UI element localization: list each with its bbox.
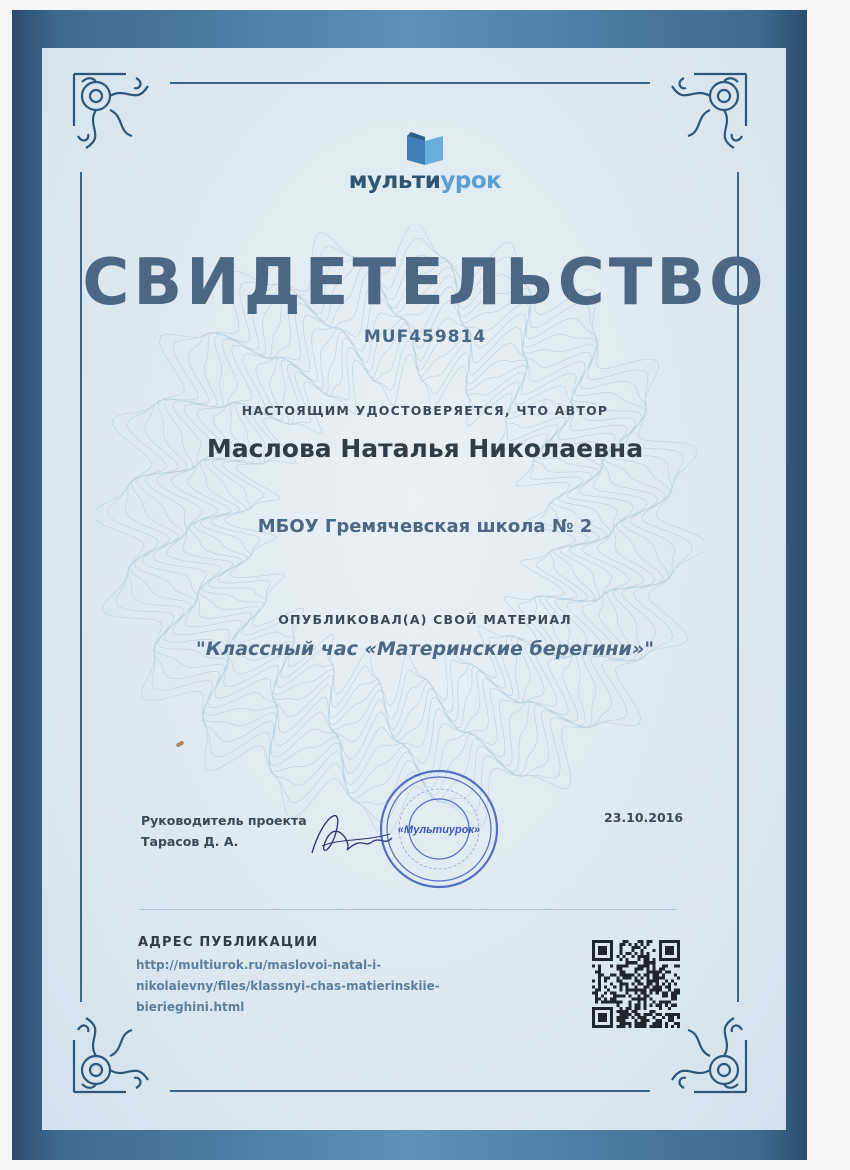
leader-name: Тарасов Д. А. [141,834,239,849]
url-line: bierieghini.html [136,1000,245,1014]
logo-text: мультиурок [348,168,502,194]
corner-ornament-top-right [664,66,754,156]
round-stamp [378,768,500,890]
qr-code [592,940,680,1028]
corner-ornament-bottom-left [66,1010,156,1100]
certify-line: НАСТОЯЩИМ УДОСТОВЕРЯЕТСЯ, ЧТО АВТОР [241,403,609,418]
frame-line-top [170,82,650,84]
frame-line-bottom [170,1090,650,1092]
project-leader [141,810,307,852]
publication-heading: АДРЕС ПУБЛИКАЦИИ [138,935,319,950]
separator-line [140,909,676,910]
certificate-title: СВИДЕТЕЛЬСТВО [82,246,768,320]
material-title: "Классный час «Материнские берегини»" [195,638,655,660]
school-name: МБОУ Гремячевская школа № 2 [257,516,593,537]
url-line: nikolaievny/files/klassnyi-chas-matierinskiie- [136,979,440,993]
author-name: Маслова Наталья Николаевна [206,434,644,463]
book-icon [403,132,447,166]
leader-role: Руководитель проекта [141,813,307,828]
publication-url[interactable] [136,955,466,1018]
multiurok-logo [340,128,510,198]
certificate-date: 23.10.2016 [604,810,684,825]
certificate-code: MUF459814 [363,327,487,347]
stamp-center-text: «Мультиурок» [397,824,481,836]
corner-ornament-top-left [66,66,156,156]
published-line: ОПУБЛИКОВАЛ(А) СВОЙ МАТЕРИАЛ [278,612,572,627]
url-line: http://multiurok.ru/maslovoi-natal-i- [136,958,382,972]
